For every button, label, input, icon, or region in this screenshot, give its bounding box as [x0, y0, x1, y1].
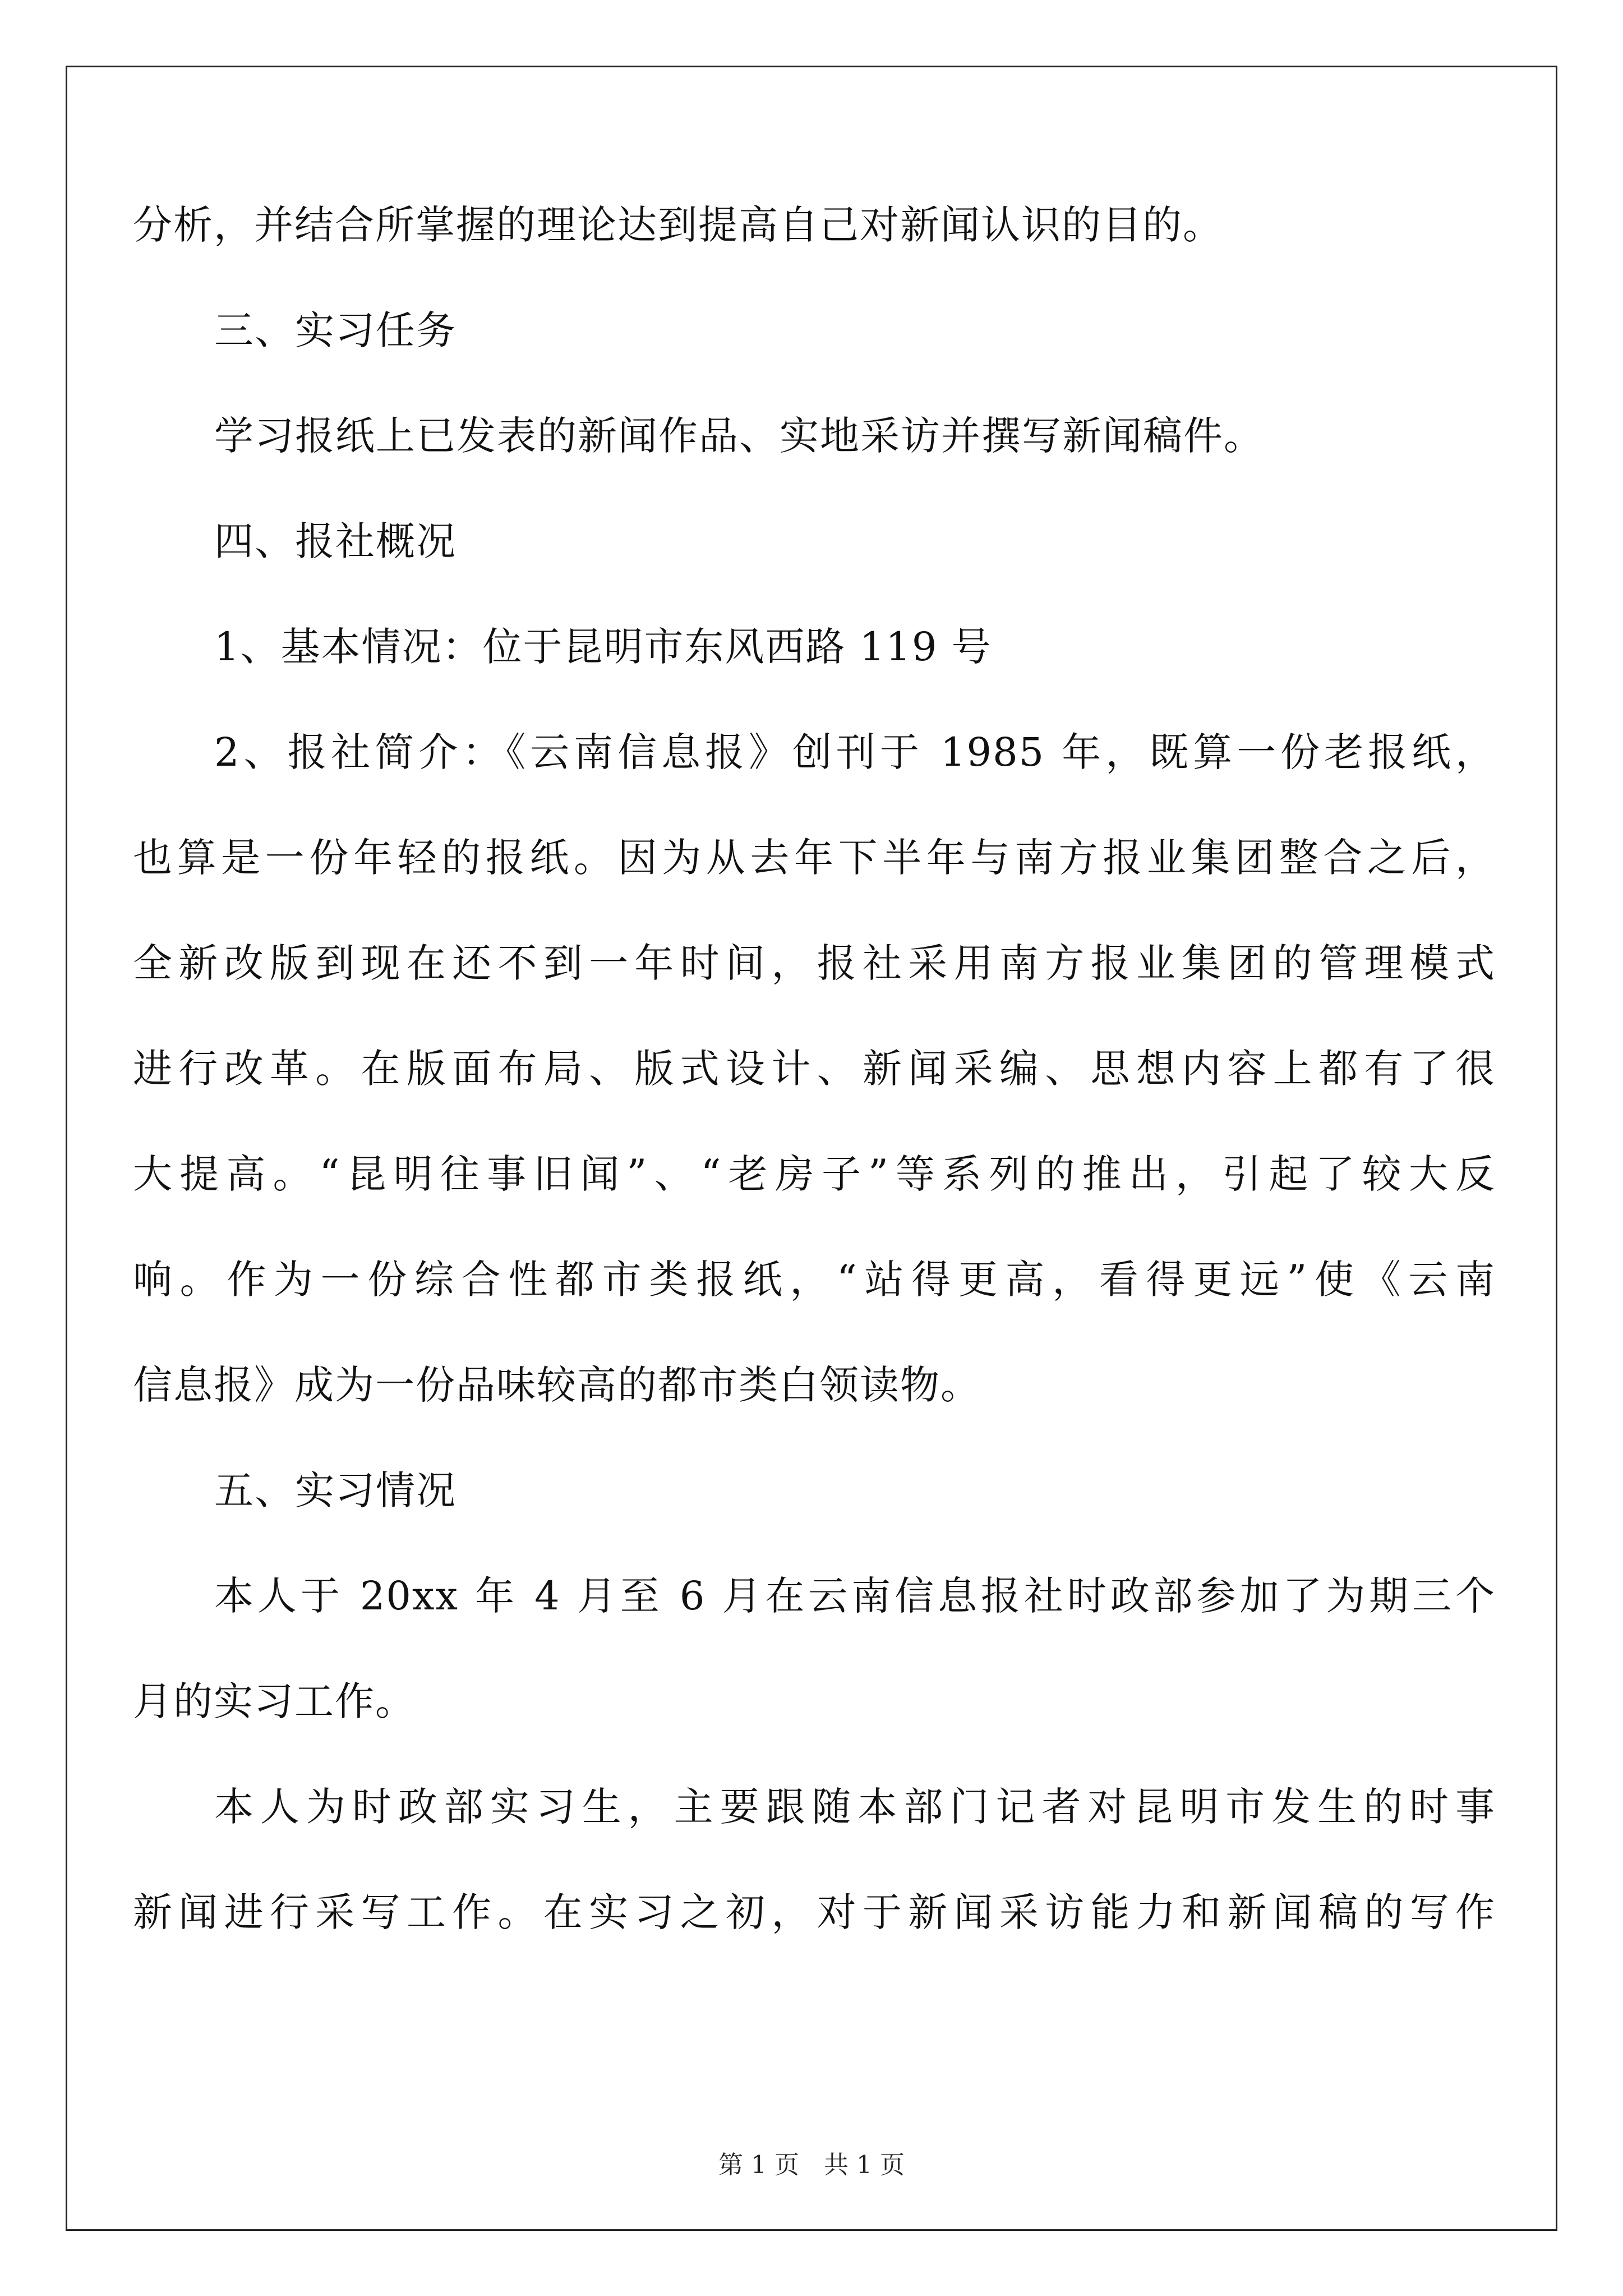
section-heading: 五、实习情况	[214, 1467, 457, 1513]
paragraph-line: 新闻进行采写工作。在实习之初，对于新闻采访能力和新闻稿的写作	[133, 1889, 1496, 1935]
paragraph-line: 进行改革。在版面布局、版式设计、新闻采编、思想内容上都有了很	[133, 1046, 1496, 1092]
paragraph-line: 本人于 20xx 年 4 月至 6 月在云南信息报社时政部参加了为期三个	[214, 1573, 1496, 1619]
paragraph-line: 1、基本情况：位于昆明市东风西路 119 号	[214, 624, 992, 670]
paragraph-line: 信息报》成为一份品味较高的都市类白领读物。	[133, 1362, 981, 1408]
paragraph-line: 响。作为一份综合性都市类报纸，“站得更高，看得更远”使《云南	[133, 1257, 1496, 1303]
paragraph-line: 本人为时政部实习生，主要跟随本部门记者对昆明市发生的时事	[214, 1784, 1496, 1830]
paragraph-line: 学习报纸上已发表的新闻作品、实地采访并撰写新闻稿件。	[214, 413, 1264, 459]
page-total: 共 1 页	[824, 2151, 905, 2179]
paragraph-line: 2、报社简介：《云南信息报》创刊于 1985 年，既算一份老报纸，	[214, 729, 1496, 775]
paragraph-line: 分析，并结合所掌握的理论达到提高自己对新闻认识的目的。	[133, 202, 1223, 248]
document-body	[133, 172, 1496, 1965]
page-number: 第 1 页	[718, 2151, 799, 2179]
paragraph-line: 全新改版到现在还不到一年时间，报社采用南方报业集团的管理模式	[133, 940, 1496, 986]
page-footer	[0, 2148, 1623, 2182]
paragraph-line: 月的实习工作。	[133, 1678, 416, 1724]
section-heading: 四、报社概况	[214, 518, 457, 564]
paragraph-line: 大提高。“昆明往事旧闻”、“老房子”等系列的推出，引起了较大反	[133, 1151, 1496, 1197]
section-heading: 三、实习任务	[214, 307, 457, 353]
paragraph-line: 也算是一份年轻的报纸。因为从去年下半年与南方报业集团整合之后，	[133, 835, 1496, 881]
